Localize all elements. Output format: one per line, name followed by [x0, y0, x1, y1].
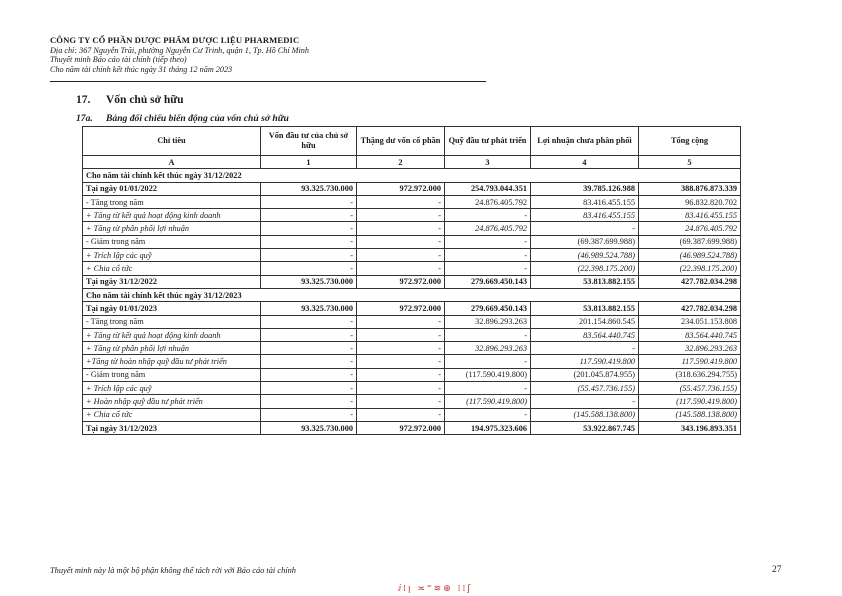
- table-cell: -: [445, 382, 531, 395]
- table-cell: 83.564.440.745: [639, 328, 741, 341]
- period-label: Cho năm tài chính kết thúc ngày 31/12/2022: [83, 169, 741, 182]
- table-cell: -: [357, 368, 445, 381]
- table-cell: 279.669.450.143: [445, 302, 531, 315]
- column-index: 2: [357, 156, 445, 169]
- table-row: [83, 328, 741, 341]
- page-number: 27: [772, 565, 782, 575]
- table-cell: (117.590.419.800): [445, 368, 531, 381]
- column-header: Chỉ tiêu: [83, 127, 261, 156]
- table-cell: 93.325.730.000: [261, 302, 357, 315]
- table-cell: 254.793.044.351: [445, 182, 531, 195]
- table-cell: -: [261, 368, 357, 381]
- table-cell: 201.154.860.545: [531, 315, 639, 328]
- header-divider: [50, 81, 486, 82]
- table-cell: 83.564.440.745: [531, 328, 639, 341]
- row-label: - Giảm trong năm: [83, 368, 261, 381]
- table-cell: -: [261, 315, 357, 328]
- row-label: +Tăng từ hoàn nhập quỹ đầu tư phát triển: [83, 355, 261, 368]
- table-cell: -: [357, 209, 445, 222]
- table-cell: 234.051.153.808: [639, 315, 741, 328]
- table-cell: -: [531, 222, 639, 235]
- row-label: Tại ngày 01/01/2023: [83, 302, 261, 315]
- row-label: + Tăng từ kết quả hoạt động kinh doanh: [83, 209, 261, 222]
- table-cell: -: [357, 262, 445, 275]
- row-label: - Tăng trong năm: [83, 195, 261, 208]
- table-cell: -: [531, 395, 639, 408]
- table-cell: (69.387.699.988): [531, 235, 639, 248]
- report-period: Cho năm tài chính kết thúc ngày 31 tháng 12 năm 2023: [50, 64, 233, 74]
- table-cell: (22.398.175.200): [531, 262, 639, 275]
- table-cell: -: [357, 235, 445, 248]
- row-label: - Giảm trong năm: [83, 235, 261, 248]
- table-cell: 53.813.882.155: [531, 275, 639, 288]
- table-cell: 427.782.034.298: [639, 275, 741, 288]
- table-cell: -: [261, 328, 357, 341]
- row-label: + Trích lập các quỹ: [83, 382, 261, 395]
- table-body: [83, 169, 741, 435]
- table-row: [83, 382, 741, 395]
- table-cell: -: [357, 222, 445, 235]
- section-title: [76, 94, 184, 106]
- table-row: [83, 421, 741, 434]
- period-row: [83, 288, 741, 301]
- table-cell: 32.896.293.263: [445, 342, 531, 355]
- column-header: Vốn đầu tư của chủ sở hữu: [261, 127, 357, 156]
- table-row: [83, 195, 741, 208]
- table-cell: -: [357, 315, 445, 328]
- table-cell: -: [445, 209, 531, 222]
- table-cell: -: [445, 249, 531, 262]
- table-cell: (46.989.524.788): [531, 249, 639, 262]
- table-cell: 24.876.405.792: [445, 195, 531, 208]
- column-index: 1: [261, 156, 357, 169]
- table-cell: -: [261, 249, 357, 262]
- table-cell: 117.590.419.800: [639, 355, 741, 368]
- company-address: Địa chỉ: 367 Nguyễn Trãi, phường Nguyễn Cư Trinh, quận 1, Tp. Hồ Chí Minh: [50, 45, 309, 55]
- table-cell: -: [261, 355, 357, 368]
- stamp-mark: ⅈ⁞ꞁ ≍⁼≋⊕ ⁞⁞ʃ: [398, 584, 473, 594]
- table-row: [83, 368, 741, 381]
- table-cell: 93.325.730.000: [261, 275, 357, 288]
- row-label: + Tăng từ phân phối lợi nhuận: [83, 342, 261, 355]
- table-cell: 194.975.323.606: [445, 421, 531, 434]
- row-label: + Chia cổ tức: [83, 262, 261, 275]
- table-cell: -: [445, 328, 531, 341]
- row-label: Tại ngày 01/01/2022: [83, 182, 261, 195]
- column-index: A: [83, 156, 261, 169]
- table-cell: 972.972.000: [357, 302, 445, 315]
- table-cell: -: [261, 262, 357, 275]
- table-cell: (117.590.419.800): [445, 395, 531, 408]
- table-cell: -: [531, 342, 639, 355]
- row-label: + Tăng từ kết quả hoạt động kinh doanh: [83, 328, 261, 341]
- table-cell: 24.876.405.792: [445, 222, 531, 235]
- table-cell: 24.876.405.792: [639, 222, 741, 235]
- table-row: [83, 209, 741, 222]
- subsection-title-text: Bảng đối chiếu biến động của vốn chủ sở hữu: [106, 113, 289, 124]
- row-label: + Trích lập các quỹ: [83, 249, 261, 262]
- table-cell: (46.989.524.788): [639, 249, 741, 262]
- table-cell: 972.972.000: [357, 421, 445, 434]
- table-cell: -: [261, 209, 357, 222]
- table-cell: -: [357, 328, 445, 341]
- equity-reconciliation-table: [82, 126, 741, 435]
- table-cell: -: [261, 222, 357, 235]
- table-row: [83, 342, 741, 355]
- table-cell: 279.669.450.143: [445, 275, 531, 288]
- table-cell: -: [357, 382, 445, 395]
- table-cell: -: [261, 408, 357, 421]
- company-name: CÔNG TY CỔ PHẦN DƯỢC PHẨM DƯỢC LIỆU PHARMEDIC: [50, 35, 300, 45]
- table-cell: 32.896.293.263: [639, 342, 741, 355]
- subsection-title: [76, 113, 289, 124]
- table-cell: (22.398.175.200): [639, 262, 741, 275]
- table-cell: (145.588.138.800): [639, 408, 741, 421]
- table-cell: -: [445, 355, 531, 368]
- column-header: Tổng cộng: [639, 127, 741, 156]
- footer-note: Thuyết minh này là một bộ phận không thể tách rời với Báo cáo tài chính: [50, 566, 296, 575]
- row-label: + Tăng từ phân phối lợi nhuận: [83, 222, 261, 235]
- period-row: [83, 169, 741, 182]
- table-cell: (55.457.736.155): [531, 382, 639, 395]
- column-index: 3: [445, 156, 531, 169]
- table-cell: 32.896.293.263: [445, 315, 531, 328]
- table-cell: 343.196.893.351: [639, 421, 741, 434]
- table-cell: -: [261, 342, 357, 355]
- document-header: [50, 36, 486, 74]
- table-cell: 53.922.867.745: [531, 421, 639, 434]
- table-row: [83, 235, 741, 248]
- table-cell: -: [261, 195, 357, 208]
- column-index: 4: [531, 156, 639, 169]
- row-label: - Tăng trong năm: [83, 315, 261, 328]
- table-cell: -: [445, 262, 531, 275]
- table-cell: -: [357, 249, 445, 262]
- section-number: 17.: [76, 94, 91, 106]
- table-row: [83, 408, 741, 421]
- table-index-row: [83, 156, 741, 169]
- table-cell: 83.416.455.155: [531, 195, 639, 208]
- table-cell: -: [261, 382, 357, 395]
- table-cell: 93.325.730.000: [261, 182, 357, 195]
- table-cell: (55.457.736.155): [639, 382, 741, 395]
- table-row: [83, 315, 741, 328]
- subsection-number: 17a.: [76, 113, 93, 124]
- table-cell: 972.972.000: [357, 182, 445, 195]
- table-cell: -: [357, 195, 445, 208]
- table-cell: 93.325.730.000: [261, 421, 357, 434]
- table-cell: (145.588.138.800): [531, 408, 639, 421]
- row-label: Tại ngày 31/12/2022: [83, 275, 261, 288]
- column-header: Lợi nhuận chưa phân phối: [531, 127, 639, 156]
- table-row: [83, 275, 741, 288]
- table-cell: -: [445, 235, 531, 248]
- table-cell: (117.590.419.800): [639, 395, 741, 408]
- table-cell: 117.590.419.800: [531, 355, 639, 368]
- table-cell: -: [357, 355, 445, 368]
- column-header: Quỹ đầu tư phát triển: [445, 127, 531, 156]
- table-cell: -: [357, 408, 445, 421]
- row-label: + Hoàn nhập quỹ đầu tư phát triển: [83, 395, 261, 408]
- table-cell: (318.636.294.755): [639, 368, 741, 381]
- table-row: [83, 395, 741, 408]
- table-row: [83, 182, 741, 195]
- table-cell: -: [261, 235, 357, 248]
- table-cell: -: [445, 408, 531, 421]
- report-note: Thuyết minh Báo cáo tài chính (tiếp theo): [50, 55, 187, 65]
- table-row: [83, 302, 741, 315]
- table-cell: -: [357, 342, 445, 355]
- row-label: + Chia cổ tức: [83, 408, 261, 421]
- table-cell: 388.876.873.339: [639, 182, 741, 195]
- column-index: 5: [639, 156, 741, 169]
- column-header: Thặng dư vốn cổ phần: [357, 127, 445, 156]
- table-row: [83, 249, 741, 262]
- table-cell: 427.782.034.298: [639, 302, 741, 315]
- table-header-row: [83, 127, 741, 156]
- table-cell: -: [357, 395, 445, 408]
- table-cell: 53.813.882.155: [531, 302, 639, 315]
- period-label: Cho năm tài chính kết thúc ngày 31/12/2023: [83, 288, 741, 301]
- section-title-text: Vốn chủ sở hữu: [106, 94, 184, 106]
- table-cell: 83.416.455.155: [639, 209, 741, 222]
- table-cell: -: [261, 395, 357, 408]
- table-row: [83, 262, 741, 275]
- table-cell: (69.387.699.988): [639, 235, 741, 248]
- table-cell: 83.416.455.155: [531, 209, 639, 222]
- row-label: Tại ngày 31/12/2023: [83, 421, 261, 434]
- table-row: [83, 355, 741, 368]
- table-cell: (201.045.874.955): [531, 368, 639, 381]
- table-cell: 39.785.126.988: [531, 182, 639, 195]
- table-cell: 96.832.820.702: [639, 195, 741, 208]
- table-row: [83, 222, 741, 235]
- table-cell: 972.972.000: [357, 275, 445, 288]
